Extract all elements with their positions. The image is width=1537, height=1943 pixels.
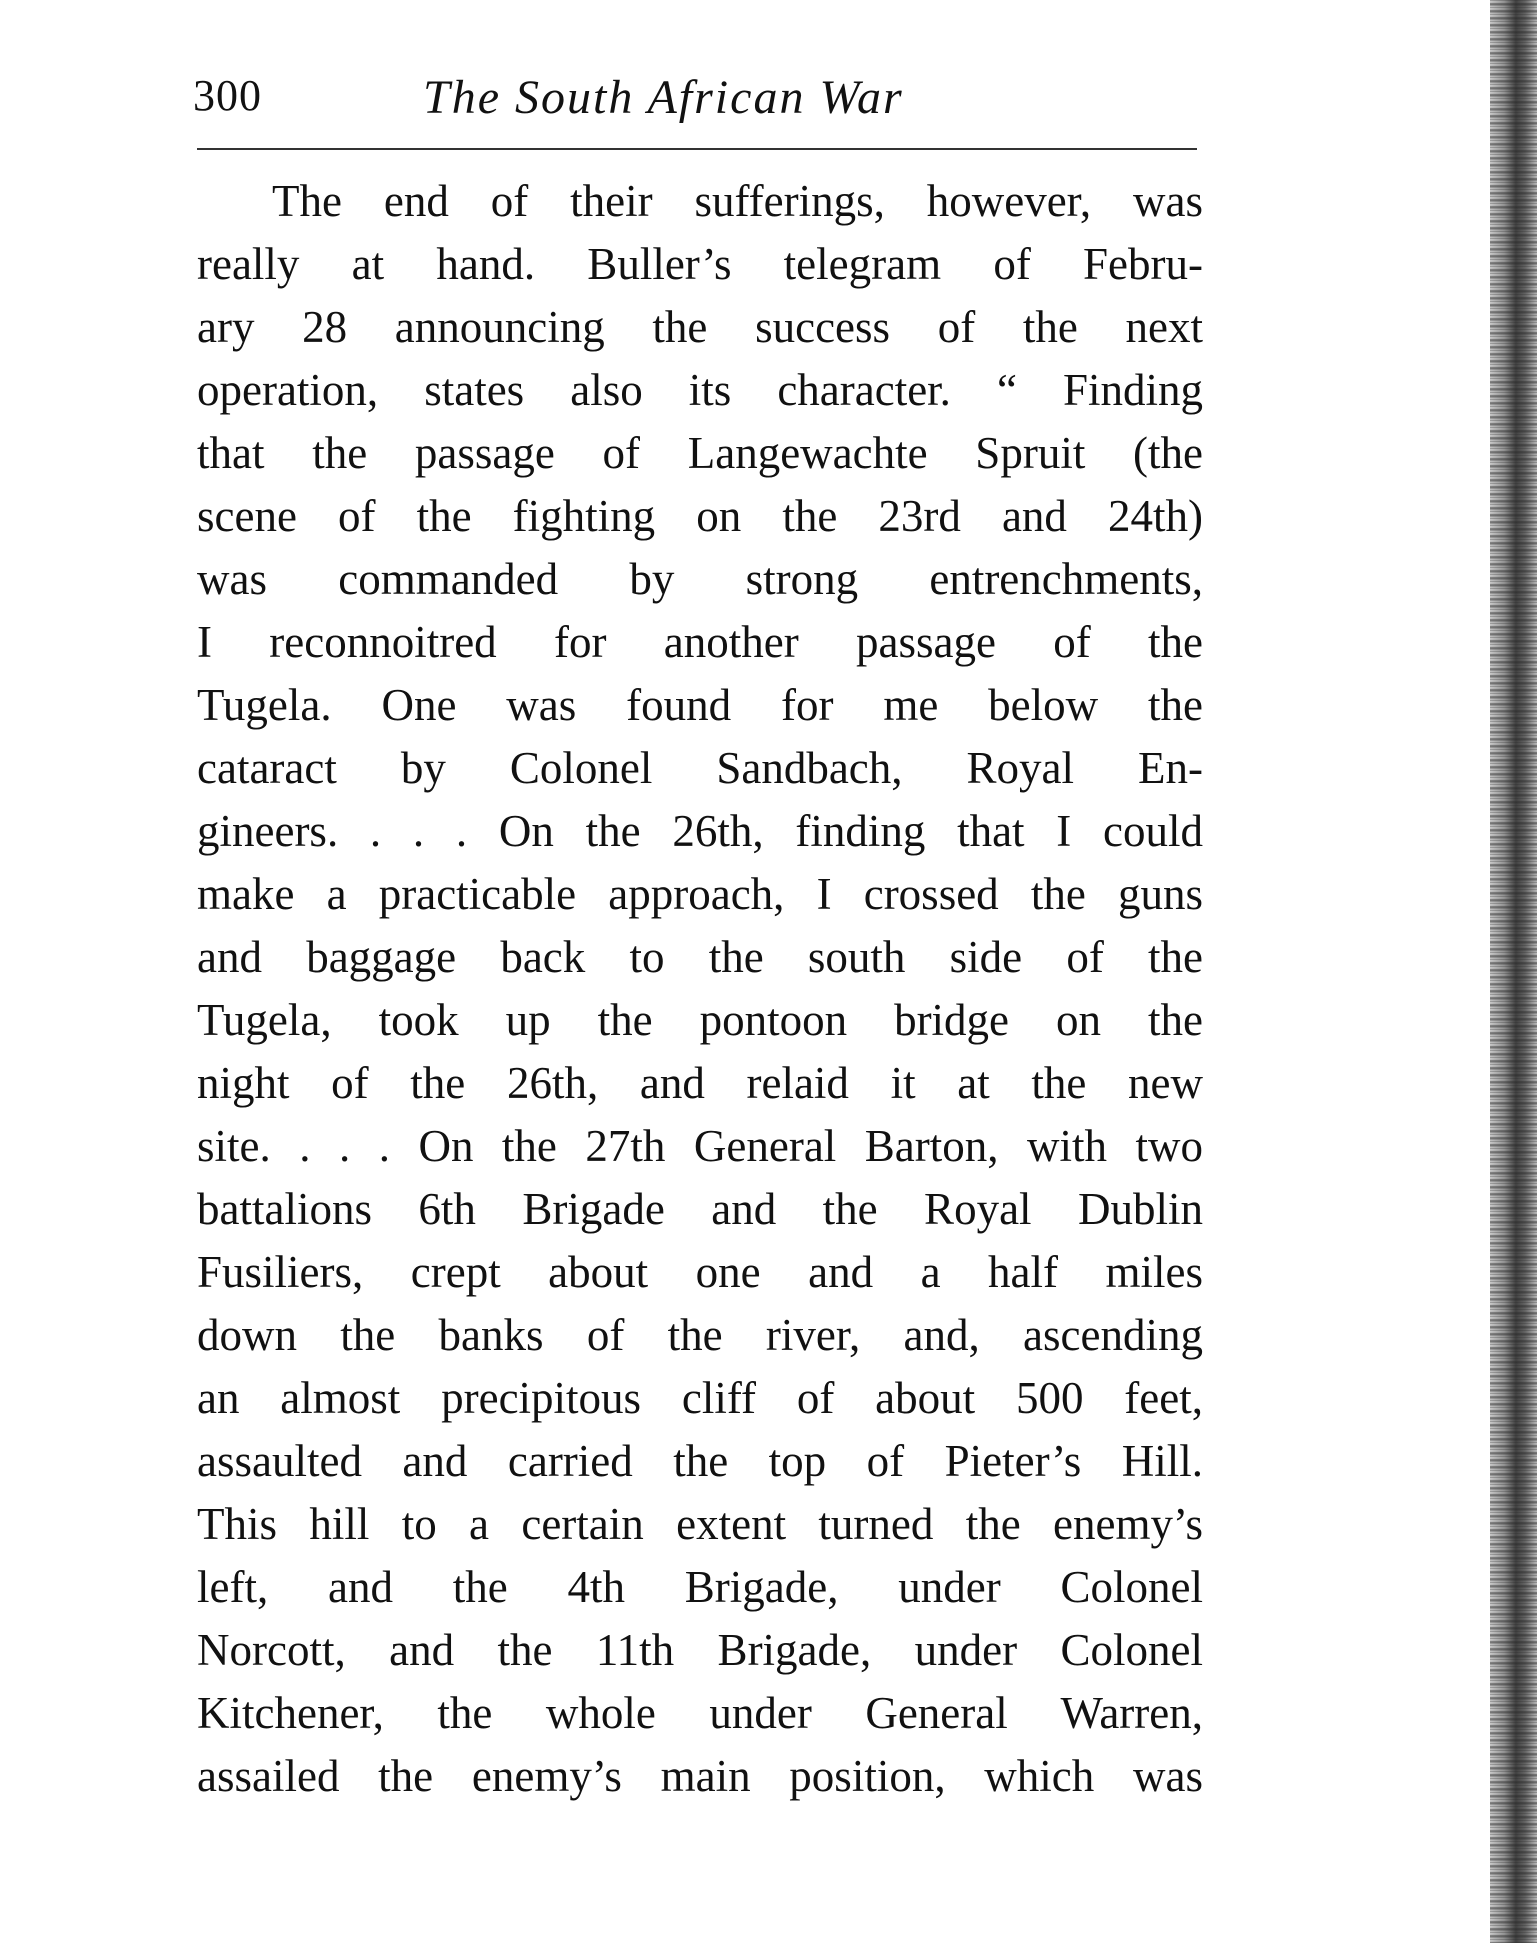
text-line: Tugela, took up the pontoon bridge on the [197, 995, 1203, 1045]
text-line: cataract by Colonel Sandbach, Royal En- [197, 743, 1203, 793]
text-line: that the passage of Langewachte Spruit (the [197, 428, 1203, 478]
text-line: assaulted and carried the top of Pieter’s Hill. [197, 1436, 1203, 1486]
text-line: Norcott, and the 11th Brigade, under Colonel [197, 1625, 1203, 1675]
text-line: Kitchener, the whole under General Warren, [197, 1688, 1203, 1738]
text-line: site. . . . On the 27th General Barton, with two [197, 1121, 1203, 1171]
text-line: gineers. . . . On the 26th, finding that I could [197, 806, 1203, 856]
text-line: scene of the fighting on the 23rd and 24th) [197, 491, 1203, 541]
scanned-page-edge [1490, 0, 1537, 1943]
text-line: down the banks of the river, and, ascending [197, 1310, 1203, 1360]
text-line: operation, states also its character. “ Finding [197, 365, 1203, 415]
header-divider [197, 148, 1197, 150]
text-line: make a practicable approach, I crossed the guns [197, 869, 1203, 919]
text-line: ary 28 announcing the success of the next [197, 302, 1203, 352]
running-title: The South African War [423, 71, 904, 124]
text-line: an almost precipitous cliff of about 500 feet, [197, 1373, 1203, 1423]
page-number: 300 [193, 71, 262, 120]
text-line: and baggage back to the south side of the [197, 932, 1203, 982]
text-line: This hill to a certain extent turned the enemy’s [197, 1499, 1203, 1549]
text-line: The end of their sufferings, however, was [272, 176, 1203, 226]
body-text [197, 170, 1203, 1808]
page-header [193, 62, 1203, 132]
text-line: battalions 6th Brigade and the Royal Dublin [197, 1184, 1203, 1234]
text-line: really at hand. Buller’s telegram of Febru- [197, 239, 1203, 289]
text-line: left, and the 4th Brigade, under Colonel [197, 1562, 1203, 1612]
text-line: was commanded by strong entrenchments, [197, 554, 1203, 604]
text-line: Tugela. One was found for me below the [197, 680, 1203, 730]
text-line: assailed the enemy’s main position, which was [197, 1751, 1203, 1801]
text-line: night of the 26th, and relaid it at the new [197, 1058, 1203, 1108]
text-line: I reconnoitred for another passage of the [197, 617, 1203, 667]
text-line: Fusiliers, crept about one and a half miles [197, 1247, 1203, 1297]
